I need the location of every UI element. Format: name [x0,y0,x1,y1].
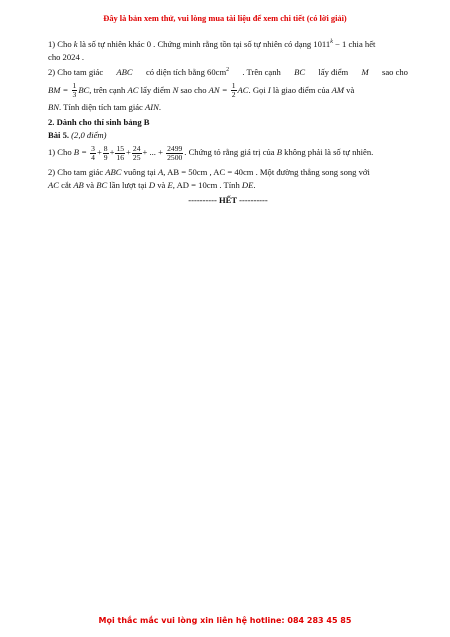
text: 1) Cho [48,147,74,157]
text: và [344,84,355,95]
text: 2) Cho tam giác [48,167,106,177]
problem-1-line-2: cho 2024 . [48,51,85,62]
problem-4-line-2 [48,179,408,192]
fraction-one-third [72,82,78,99]
problem-4-line-1 [48,166,408,179]
problem-1 [48,38,408,63]
var-bn: BN [48,101,59,112]
text: không phải là số tự nhiên. [282,147,374,157]
var-d: D [148,179,156,190]
plus-sign: + [109,147,115,157]
problem-label: Bài 5. [48,129,70,140]
text: và [83,179,97,190]
var-k: k [73,39,78,49]
var-ac: AC [237,84,249,95]
bai-5-heading [48,129,408,142]
text: là số tự nhiên khác 0 . Chứng minh rằng tồn tại số tự nhiên có dạng 1011 [77,39,331,49]
fraction-term [115,145,125,162]
denominator: 2 [231,90,236,100]
text: là giao điểm của [270,84,332,95]
var-n: N [172,84,179,95]
fraction-term [132,145,142,162]
preview-notice: Đây là bản xem thử, vui lòng mua tài liệu để xem chi tiết (có lời giải) [103,14,347,23]
numerator: 1 [231,81,236,91]
var-i: I [267,84,271,95]
section-title: 2. Dành cho thí sinh bảng B [48,117,150,127]
var-bm: BM = [48,84,69,95]
denominator: 2500 [167,152,183,162]
denominator: 25 [132,152,141,162]
text: . Trên cạnh [242,67,281,77]
exponent-2: 2 [226,67,230,74]
problem-points: (2,0 điểm) [71,129,107,140]
fraction-term [103,145,109,162]
var-abc: ABC [116,67,133,77]
numerator: 2499 [167,143,183,153]
exponent-k: k [330,39,333,46]
text: lấy điểm [318,67,349,77]
numerator: 1 [72,81,77,91]
numerator: 3 [91,143,95,153]
var-bc: BC [294,67,306,77]
text: có diện tích bằng 60cm [145,67,227,77]
var-bc: BC [78,84,90,95]
hotline-footer: Mọi thắc mắc vui lòng xin liên hệ hotline: 084 283 45 85 [98,616,352,625]
denominator: 9 [103,152,108,162]
var-ac: AC [48,179,59,190]
text: , AB = 50cm , AC = 40cm . Một đường thẳng song song với [163,167,370,177]
text: . Chứng tỏ rằng giá trị của [184,147,277,157]
problem-3 [48,141,408,163]
text: lần lượt tại [107,179,149,190]
problem-2-line-2 [48,79,408,101]
text: và [155,179,168,190]
problem-2 [48,66,408,113]
numerator: 24 [132,143,141,153]
denominator: 16 [116,152,125,162]
text: 2) Cho tam giác [48,67,104,77]
problem-1-line-1 [48,38,408,51]
fraction-last-term [166,145,183,162]
numerator: 8 [103,143,108,153]
text: . Tính diện tích tam giác [58,101,145,112]
plus-sign: + [126,147,131,157]
text: lấy điểm [138,84,173,95]
text-area [146,66,229,79]
fraction-term [90,145,96,162]
var-bc: BC [96,179,108,190]
numerator: 15 [116,143,125,153]
text: . [158,101,161,112]
plus-sign: + [96,147,102,157]
ellipsis: + ... + [142,147,163,157]
var-ain: AIN [144,101,159,112]
var-m: M [361,67,369,77]
denominator: 3 [72,90,77,100]
text: − 1 chia hết [332,39,376,49]
text: 1) Cho [48,39,74,49]
exam-content [48,38,408,207]
text: sao cho [381,67,408,77]
text: vuông tại [121,167,159,177]
var-b: B [276,147,283,157]
var-de: DE [241,179,254,190]
text: , trên cạnh [89,84,128,95]
var-am: AM [331,84,345,95]
problem-2-line-3 [48,101,408,114]
var-ab: AB [73,179,84,190]
text: . [253,179,256,190]
denominator: 4 [91,152,95,162]
var-ac: AC [127,84,139,95]
problem-2-line-1 [48,66,408,79]
var-b: B = [73,147,87,157]
end-marker: ---------- HẾT ---------- [188,195,268,205]
text: cắt [58,179,74,190]
fraction-one-half [231,82,237,99]
text: sao cho [178,84,209,95]
problem-4 [48,166,408,191]
text: . Gọi [248,84,268,95]
var-an: AN = [208,84,228,95]
var-e: E [167,179,173,190]
var-abc: ABC [105,167,122,177]
var-a: A [158,167,164,177]
text: , AD = 10cm . Tính [172,179,242,190]
